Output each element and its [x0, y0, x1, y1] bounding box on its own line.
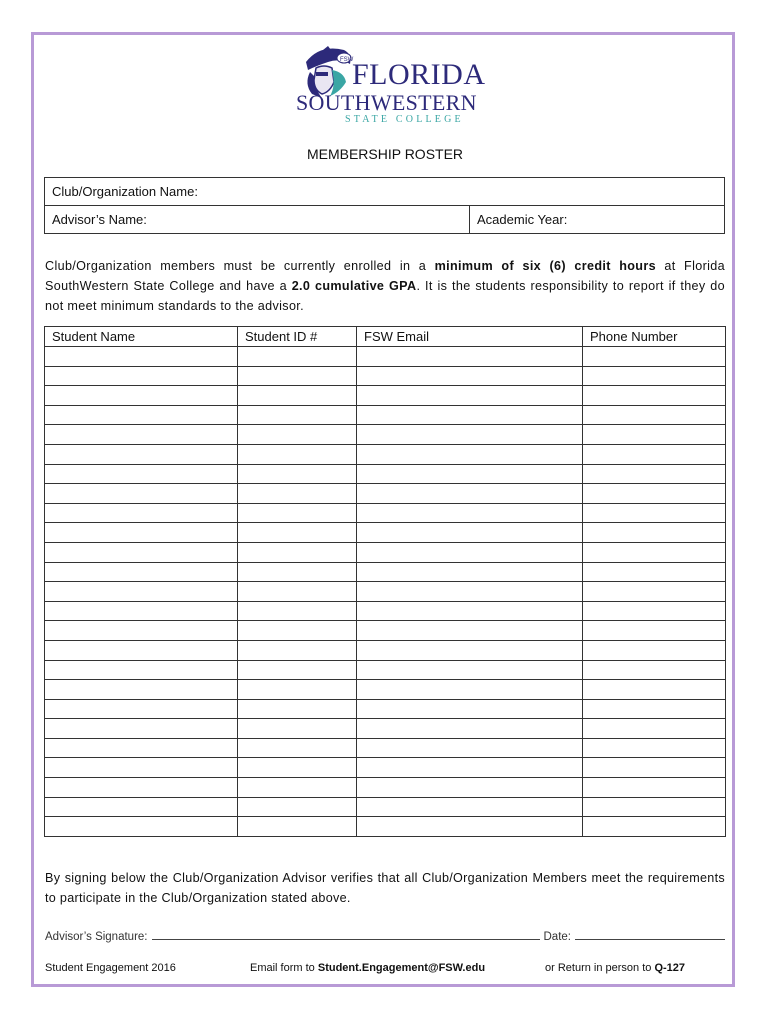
logo-word-southwestern: SOUTHWESTERN	[296, 90, 477, 115]
footer-return-prefix: or Return in person to	[545, 962, 655, 974]
fsw-email-cell[interactable]	[357, 347, 583, 367]
student-name-cell[interactable]	[45, 601, 238, 621]
table-row	[45, 347, 726, 367]
phone-number-cell[interactable]	[583, 601, 726, 621]
fsw-email-cell[interactable]	[357, 542, 583, 562]
date-label: Date:	[543, 931, 571, 943]
student-id-cell[interactable]	[238, 758, 357, 778]
footer-return	[545, 962, 685, 974]
student-name-cell[interactable]	[45, 542, 238, 562]
table-row	[45, 542, 726, 562]
table-row	[45, 660, 726, 680]
table-row	[45, 758, 726, 778]
student-name-cell[interactable]	[45, 405, 238, 425]
phone-number-cell[interactable]	[583, 797, 726, 817]
advisor-name-field[interactable]	[45, 206, 470, 234]
student-id-cell[interactable]	[238, 680, 357, 700]
fsw-email-cell[interactable]	[357, 503, 583, 523]
phone-number-cell[interactable]	[583, 699, 726, 719]
student-id-cell[interactable]	[238, 699, 357, 719]
student-name-cell[interactable]	[45, 621, 238, 641]
student-name-cell[interactable]	[45, 484, 238, 504]
phone-number-cell[interactable]	[583, 680, 726, 700]
req-credit-hours: minimum of six (6) credit hours	[434, 259, 656, 273]
fsw-email-cell[interactable]	[357, 562, 583, 582]
table-row	[45, 425, 726, 445]
column-header-phone-number: Phone Number	[583, 327, 726, 347]
student-id-cell[interactable]	[238, 484, 357, 504]
table-row	[45, 601, 726, 621]
req-text-2: at Florida SouthWestern State College and have a	[45, 259, 725, 293]
student-name-cell[interactable]	[45, 347, 238, 367]
verification-paragraph: By signing below the Club/Organization Advisor verifies that all Club/Organization Members meet the requirements to participate in the Club/Organization stated above.	[45, 871, 725, 905]
fsw-email-cell[interactable]	[357, 778, 583, 798]
student-name-cell[interactable]	[45, 817, 238, 837]
phone-number-cell[interactable]	[583, 621, 726, 641]
phone-number-cell[interactable]	[583, 562, 726, 582]
table-row	[45, 464, 726, 484]
phone-number-cell[interactable]	[583, 738, 726, 758]
table-row	[45, 621, 726, 641]
student-id-cell[interactable]	[238, 523, 357, 543]
requirements-paragraph	[45, 256, 725, 316]
table-row	[45, 484, 726, 504]
student-name-cell[interactable]	[45, 699, 238, 719]
req-text-1: Club/Organization members must be currently enrolled in a	[45, 259, 435, 273]
fsw-email-cell[interactable]	[357, 484, 583, 504]
college-logo	[296, 42, 486, 128]
table-row	[45, 719, 726, 739]
phone-number-cell[interactable]	[583, 366, 726, 386]
student-name-cell[interactable]	[45, 425, 238, 445]
footer-department: Student Engagement 2016	[45, 962, 176, 974]
academic-year-label: Academic Year:	[477, 212, 568, 227]
student-id-cell[interactable]	[238, 366, 357, 386]
table-row	[45, 778, 726, 798]
phone-number-cell[interactable]	[583, 425, 726, 445]
footer-email	[250, 962, 485, 974]
student-id-cell[interactable]	[238, 640, 357, 660]
logo-word-florida: FLORIDA	[352, 58, 486, 91]
svg-text:FSW: FSW	[340, 57, 354, 63]
table-row	[45, 817, 726, 837]
table-row	[45, 738, 726, 758]
advisor-name-label: Advisor’s Name:	[52, 212, 147, 227]
student-id-cell[interactable]	[238, 425, 357, 445]
phone-number-cell[interactable]	[583, 719, 726, 739]
table-row	[45, 699, 726, 719]
logo-word-state-college: STATE COLLEGE	[345, 114, 464, 125]
student-name-cell[interactable]	[45, 562, 238, 582]
student-name-cell[interactable]	[45, 503, 238, 523]
student-id-cell[interactable]	[238, 797, 357, 817]
student-name-cell[interactable]	[45, 582, 238, 602]
req-text-3: . It is the students responsibility to report if they do not meet minimum standards to the advisor.	[45, 279, 725, 313]
date-field[interactable]	[575, 931, 725, 940]
fsw-email-cell[interactable]	[357, 405, 583, 425]
fsw-email-cell[interactable]	[357, 601, 583, 621]
phone-number-cell[interactable]	[583, 386, 726, 406]
student-id-cell[interactable]	[238, 621, 357, 641]
page-title: MEMBERSHIP ROSTER	[306, 146, 464, 162]
footer-email-prefix: Email form to	[250, 962, 318, 974]
fsw-email-cell[interactable]	[357, 582, 583, 602]
student-id-cell[interactable]	[238, 464, 357, 484]
table-row	[45, 405, 726, 425]
phone-number-cell[interactable]	[583, 778, 726, 798]
student-name-cell[interactable]	[45, 444, 238, 464]
phone-number-cell[interactable]	[583, 640, 726, 660]
student-name-cell[interactable]	[45, 758, 238, 778]
table-row	[45, 797, 726, 817]
student-name-cell[interactable]	[45, 719, 238, 739]
table-row	[45, 523, 726, 543]
signature-line	[45, 931, 725, 943]
phone-number-cell[interactable]	[583, 758, 726, 778]
student-id-cell[interactable]	[238, 719, 357, 739]
fsw-email-cell[interactable]	[357, 464, 583, 484]
student-name-cell[interactable]	[45, 386, 238, 406]
footer-email-address[interactable]: Student.Engagement@FSW.edu	[317, 962, 486, 974]
fsw-email-cell[interactable]	[357, 797, 583, 817]
fsw-email-cell[interactable]	[357, 680, 583, 700]
fsw-email-cell[interactable]	[357, 758, 583, 778]
student-id-cell[interactable]	[238, 660, 357, 680]
phone-number-cell[interactable]	[583, 347, 726, 367]
student-id-cell[interactable]	[238, 444, 357, 464]
phone-number-cell[interactable]	[583, 464, 726, 484]
club-name-label: Club/Organization Name:	[52, 184, 198, 199]
table-row	[45, 366, 726, 386]
student-id-cell[interactable]	[238, 562, 357, 582]
footer-room: Q-127	[654, 962, 686, 974]
student-id-cell[interactable]	[238, 778, 357, 798]
student-id-cell[interactable]	[238, 542, 357, 562]
student-name-cell[interactable]	[45, 797, 238, 817]
table-row	[45, 582, 726, 602]
table-row	[45, 640, 726, 660]
signature-field[interactable]	[152, 931, 540, 940]
club-name-field[interactable]	[45, 178, 725, 206]
req-gpa: 2.0 cumulative GPA	[291, 279, 417, 293]
signature-label: Advisor’s Signature:	[45, 931, 148, 943]
phone-number-cell[interactable]	[583, 503, 726, 523]
student-id-cell[interactable]	[238, 738, 357, 758]
phone-number-cell[interactable]	[583, 444, 726, 464]
phone-number-cell[interactable]	[583, 484, 726, 504]
fsw-email-cell[interactable]	[357, 738, 583, 758]
fsw-email-cell[interactable]	[357, 817, 583, 837]
fsw-email-cell[interactable]	[357, 366, 583, 386]
phone-number-cell[interactable]	[583, 582, 726, 602]
student-name-cell[interactable]	[45, 464, 238, 484]
fsw-email-cell[interactable]	[357, 719, 583, 739]
phone-number-cell[interactable]	[583, 660, 726, 680]
table-row	[45, 562, 726, 582]
student-id-cell[interactable]	[238, 503, 357, 523]
academic-year-field[interactable]	[470, 206, 725, 234]
student-id-cell[interactable]	[238, 386, 357, 406]
student-name-cell[interactable]	[45, 680, 238, 700]
table-row	[45, 444, 726, 464]
student-id-cell[interactable]	[238, 601, 357, 621]
column-header-student-name: Student Name	[45, 327, 238, 347]
student-id-cell[interactable]	[238, 405, 357, 425]
fsw-email-cell[interactable]	[357, 640, 583, 660]
student-id-cell[interactable]	[238, 347, 357, 367]
fsw-email-cell[interactable]	[357, 386, 583, 406]
student-name-cell[interactable]	[45, 738, 238, 758]
table-row	[45, 503, 726, 523]
fsw-email-cell[interactable]	[357, 523, 583, 543]
phone-number-cell[interactable]	[583, 542, 726, 562]
student-name-cell[interactable]	[45, 660, 238, 680]
phone-number-cell[interactable]	[583, 405, 726, 425]
club-info-table	[44, 177, 725, 234]
student-name-cell[interactable]	[45, 778, 238, 798]
phone-number-cell[interactable]	[583, 817, 726, 837]
fsw-email-cell[interactable]	[357, 660, 583, 680]
column-header-fsw-email: FSW Email	[357, 327, 583, 347]
student-id-cell[interactable]	[238, 817, 357, 837]
phone-number-cell[interactable]	[583, 523, 726, 543]
roster-table	[44, 326, 726, 837]
table-row	[45, 680, 726, 700]
student-name-cell[interactable]	[45, 640, 238, 660]
fsw-email-cell[interactable]	[357, 444, 583, 464]
fsw-email-cell[interactable]	[357, 621, 583, 641]
column-header-student-id: Student ID #	[238, 327, 357, 347]
student-name-cell[interactable]	[45, 523, 238, 543]
student-id-cell[interactable]	[238, 582, 357, 602]
fsw-email-cell[interactable]	[357, 699, 583, 719]
fsw-email-cell[interactable]	[357, 425, 583, 445]
student-name-cell[interactable]	[45, 366, 238, 386]
table-row	[45, 386, 726, 406]
